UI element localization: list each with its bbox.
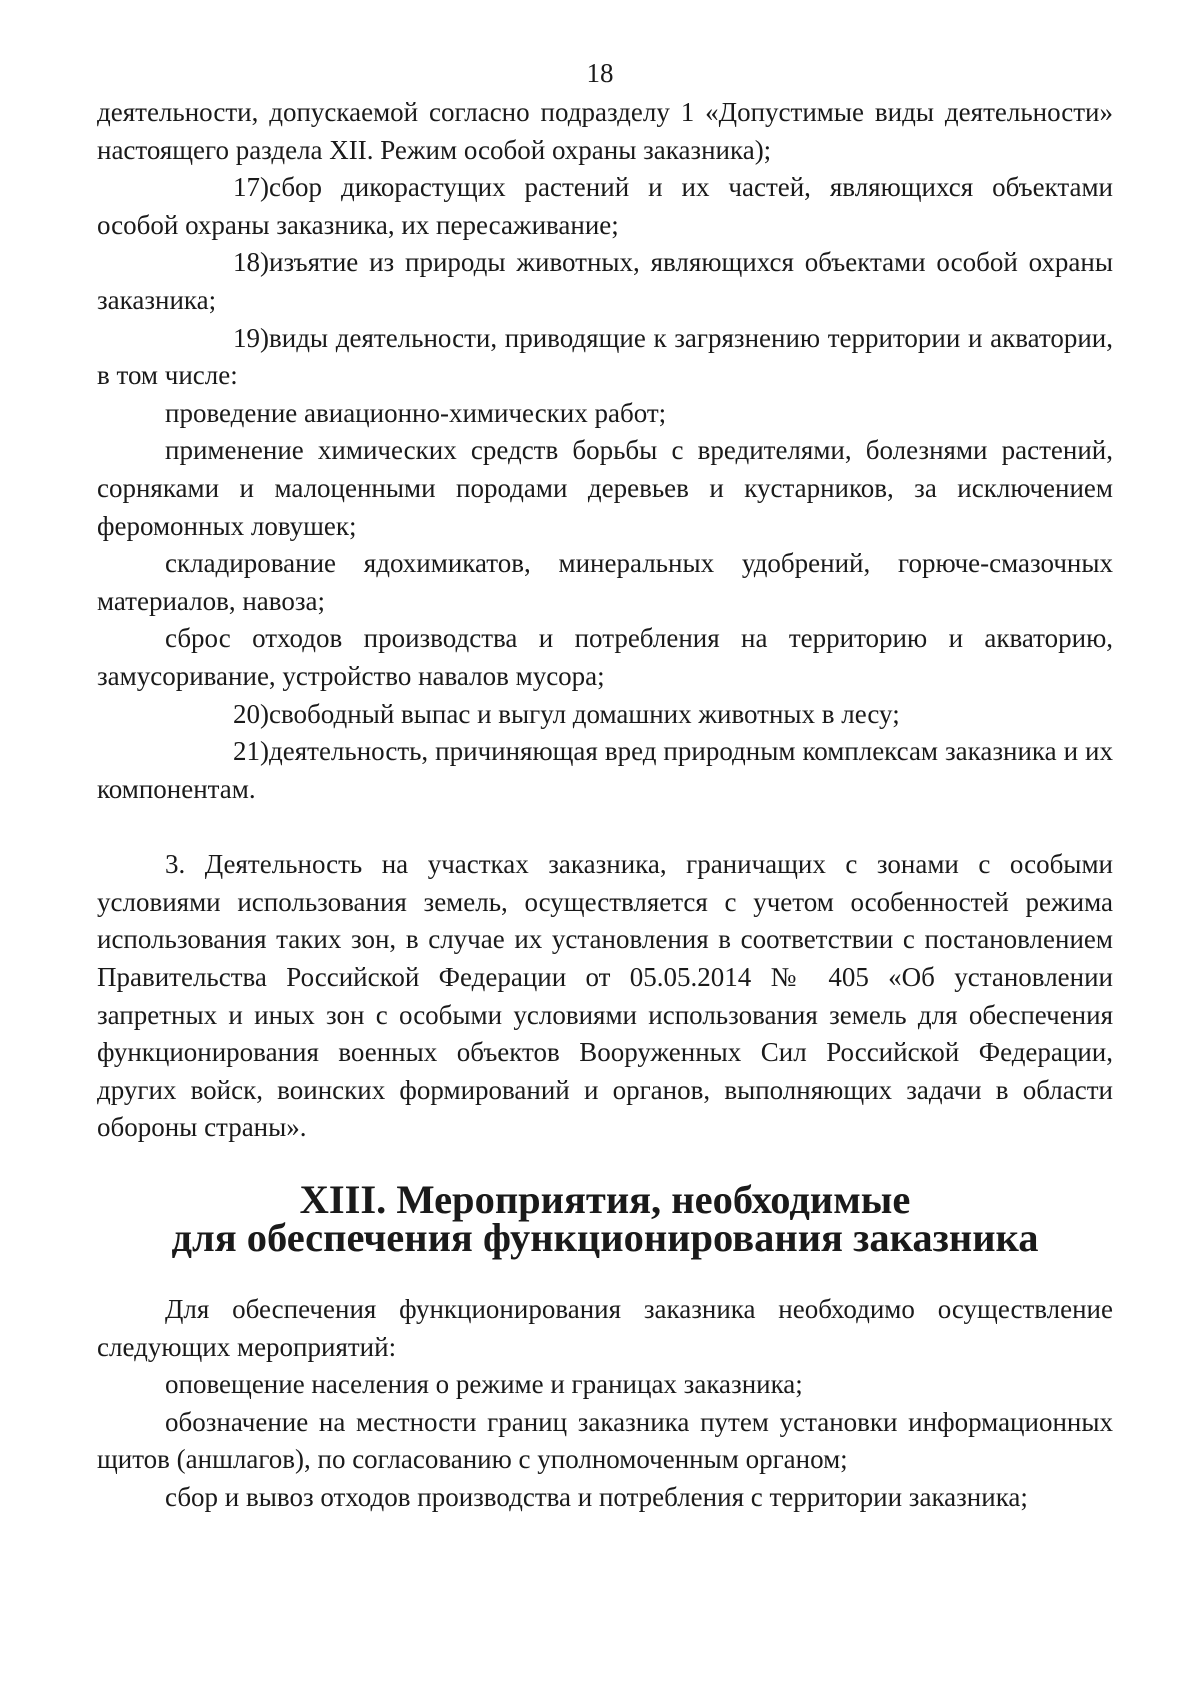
paragraph-spacer [97,808,1113,846]
list-item-18 [97,244,1113,319]
item-number: 20) [233,698,269,729]
heading-line-1: XIII. Мероприятия, необходимые [299,1177,911,1223]
sub-item-chemicals: применение химических средств борьбы с вредителями, болезнями растений, сорняками и малоценными породами деревьев и кустарников, за исключением феромонных ловушек; [97,435,1113,541]
document-body [97,94,1113,1517]
heading-spacer [97,1257,1113,1291]
item-number: 18) [233,247,269,278]
sub-item-storage: складирование ядохимикатов, минеральных удобрений, горюче-смазочных материалов, навоза; [97,548,1113,616]
sub-item-aviation: проведение авиационно-химических работ; [165,397,667,428]
item-text: деятельность, причиняющая вред природным комплексам заказника и их компонентам. [97,736,1113,804]
list-item-21 [97,733,1113,808]
item-number: 19) [233,322,269,353]
list-item-20 [97,696,1113,734]
section-13-intro: Для обеспечения функционирования заказника необходимо осуществление следующих мероприятий: [97,1294,1113,1362]
item-text: изъятие из природы животных, являющихся объектами особой охраны заказника; [97,247,1113,315]
section-heading [97,1177,1113,1261]
item-number: 17) [233,172,269,203]
item-text: сбор дикорастущих растений и их частей, являющихся объектами особой охраны заказника, их пересаживание; [97,172,1113,240]
heading-line-2: для обеспечения функционирования заказника [171,1215,1039,1261]
paragraph-continuation: деятельности, допускаемой согласно подразделу 1 «Допустимые виды деятельности» настоящего раздела XII. Режим особой охраны заказника); [97,97,1113,165]
section-3-paragraph: 3. Деятельность на участках заказника, граничащих с зонами с особыми условиями использования земель, осуществляется с учетом особенностей режима использования таких зон, в случае их установления в соответствии с постановлением Правительства Российской Федерации от 05.05.2014 № 405 «Об установлении запретных и иных зон с особыми условиями использования земель для обеспечения функционирования военных объектов Вооруженных Сил Российской Федерации, других войск, воинских формирований и органов, выполняющих задачи в области обороны страны». [97,849,1113,1143]
list-item-19 [97,320,1113,395]
measure-notification: оповещение населения о режиме и границах заказника; [165,1369,803,1400]
sub-item-waste: сброс отходов производства и потребления на территорию и акваторию, замусоривание, устройство навалов мусора; [97,623,1113,691]
item-number: 21) [233,736,269,767]
heading-spacer [97,1147,1113,1181]
item-text: свободный выпас и выгул домашних животных в лесу; [269,698,900,729]
item-text: виды деятельности, приводящие к загрязнению территории и акватории, в том числе: [97,322,1113,391]
measure-waste-removal: сбор и вывоз отходов производства и потребления с территории заказника; [165,1482,1028,1512]
page-number: 18 [586,58,614,88]
list-item-17 [97,169,1113,244]
measure-boundary-signs: обозначение на местности границ заказника путем установки информационных щитов (аншлагов), по согласованию с уполномоченным органом; [97,1406,1113,1475]
